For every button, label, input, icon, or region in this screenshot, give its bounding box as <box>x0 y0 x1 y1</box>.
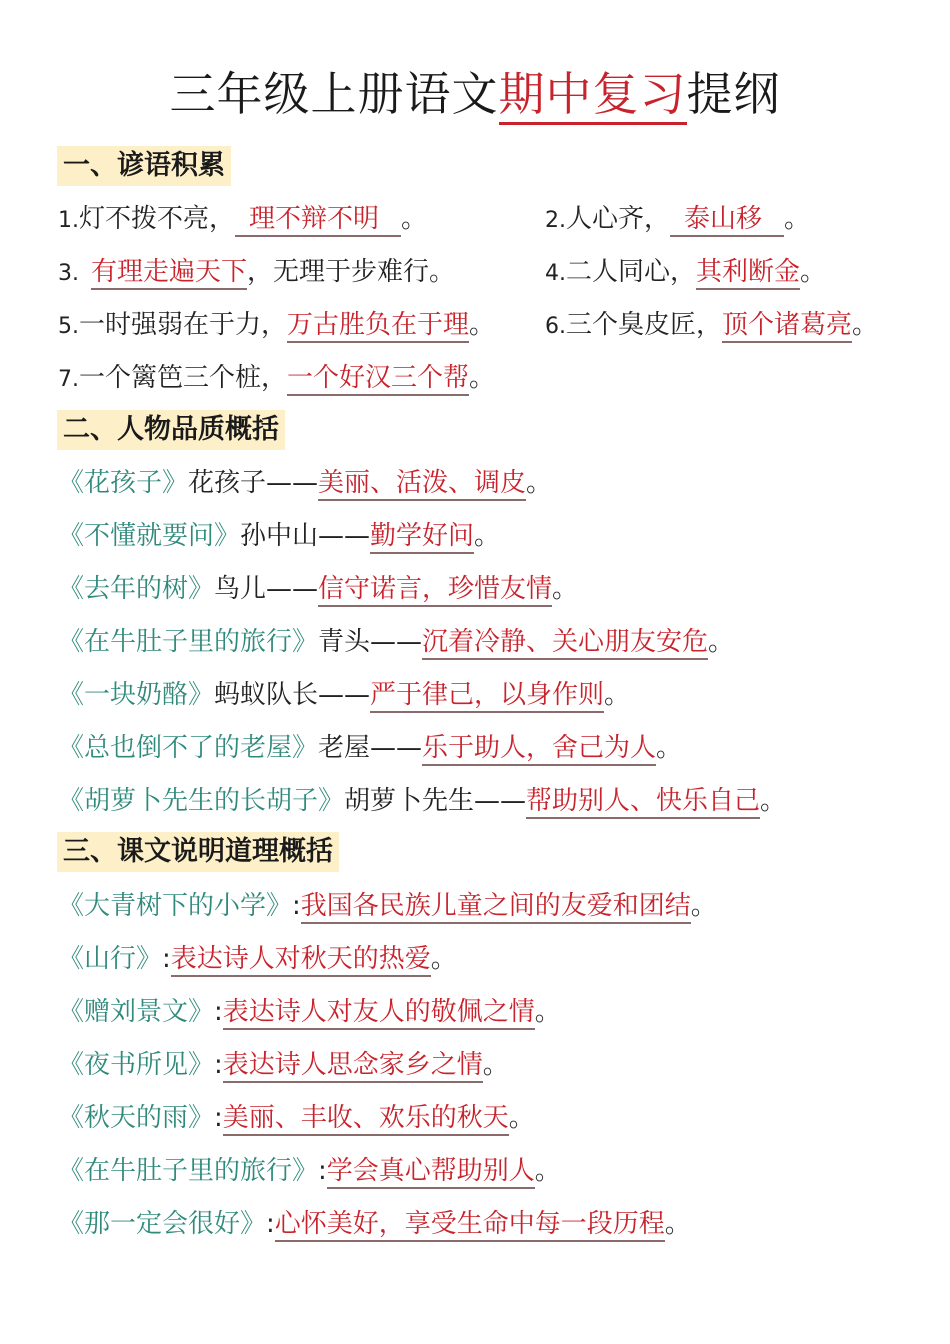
answer-blank: 乐于助人，舍己为人 <box>422 733 656 766</box>
answer-blank: 表达诗人对秋天的热爱 <box>171 944 431 977</box>
book-title: 《胡萝卜先生的长胡子》 <box>58 786 345 816</box>
answer-blank: 美丽、丰收、欢乐的秋天 <box>223 1103 509 1136</box>
section-heading-characters: 二、人物品质概括 <box>57 410 285 450</box>
section-heading-proverbs: 一、谚语积累 <box>57 146 231 186</box>
answer-blank: 顶个诸葛亮 <box>722 310 852 343</box>
answer-blank: 有理走遍天下 <box>91 257 247 290</box>
proverb-item: 2.人心齐， 泰山移 。 <box>545 199 810 241</box>
character-item: 《胡萝卜先生的长胡子》胡萝卜先生——帮助别人、快乐自己。 <box>58 781 786 821</box>
book-title: 《不懂就要问》 <box>58 521 241 551</box>
answer-blank: 理不辩不明 <box>235 204 401 237</box>
answer-blank: 勤学好问 <box>370 521 474 554</box>
book-title: 《花孩子》 <box>58 468 189 498</box>
answer-blank: 表达诗人思念家乡之情 <box>223 1050 483 1083</box>
answer-blank: 一个好汉三个帮 <box>287 363 469 396</box>
book-title: 《总也倒不了的老屋》 <box>58 733 319 763</box>
answer-blank: 其利断金 <box>696 257 800 290</box>
answer-blank: 美丽、活泼、调皮 <box>318 468 526 501</box>
answer-blank: 表达诗人对友人的敬佩之情 <box>223 997 535 1030</box>
book-title: 《那一定会很好》 <box>58 1209 267 1239</box>
proverb-item: 6.三个臭皮匠，顶个诸葛亮。 <box>545 305 878 347</box>
lesson-item: 《秋天的雨》:美丽、丰收、欢乐的秋天。 <box>58 1098 535 1138</box>
proverb-item: 5.一时强弱在于力，万古胜负在于理。 <box>58 305 495 347</box>
character-item: 《总也倒不了的老屋》老屋——乐于助人，舍己为人。 <box>58 728 682 768</box>
page-title <box>0 62 950 126</box>
character-item: 《在牛肚子里的旅行》青头——沉着冷静、关心朋友安危。 <box>58 622 734 662</box>
answer-blank: 沉着冷静、关心朋友安危 <box>422 627 708 660</box>
lesson-item: 《在牛肚子里的旅行》:学会真心帮助别人。 <box>58 1151 561 1191</box>
book-title: 《在牛肚子里的旅行》 <box>58 1156 319 1186</box>
answer-blank: 心怀美好，享受生命中每一段历程 <box>275 1209 665 1242</box>
lesson-item: 《大青树下的小学》:我国各民族儿童之间的友爱和团结。 <box>58 886 717 926</box>
answer-blank: 万古胜负在于理 <box>287 310 469 343</box>
proverb-item: 3. 有理走遍天下，无理于步难行。 <box>58 252 455 294</box>
book-title: 《赠刘景文》 <box>58 997 215 1027</box>
lesson-item: 《赠刘景文》:表达诗人对友人的敬佩之情。 <box>58 992 561 1032</box>
title-highlight: 期中复习 <box>499 67 687 125</box>
character-item: 《不懂就要问》孙中山——勤学好问。 <box>58 516 500 556</box>
character-item: 《花孩子》花孩子——美丽、活泼、调皮。 <box>58 463 552 503</box>
answer-blank: 泰山移 <box>670 204 784 237</box>
answer-blank: 严于律己，以身作则 <box>370 680 604 713</box>
lesson-item: 《山行》:表达诗人对秋天的热爱。 <box>58 939 457 979</box>
answer-blank: 我国各民族儿童之间的友爱和团结 <box>301 891 691 924</box>
character-item: 《去年的树》鸟儿——信守诺言，珍惜友情。 <box>58 569 578 609</box>
section-heading-lessons: 三、课文说明道理概括 <box>57 832 339 872</box>
proverb-item: 4.二人同心，其利断金。 <box>545 252 826 294</box>
lesson-item: 《那一定会很好》:心怀美好，享受生命中每一段历程。 <box>58 1204 691 1244</box>
character-item: 《一块奶酪》蚂蚁队长——严于律己，以身作则。 <box>58 675 630 715</box>
book-title: 《一块奶酪》 <box>58 680 215 710</box>
book-title: 《夜书所见》 <box>58 1050 215 1080</box>
answer-blank: 学会真心帮助别人 <box>327 1156 535 1189</box>
book-title: 《去年的树》 <box>58 574 215 604</box>
proverb-item: 7.一个篱笆三个桩，一个好汉三个帮。 <box>58 358 495 400</box>
book-title: 《秋天的雨》 <box>58 1103 215 1133</box>
answer-blank: 帮助别人、快乐自己 <box>526 786 760 819</box>
title-prefix: 三年级上册语文 <box>169 67 499 121</box>
lesson-item: 《夜书所见》:表达诗人思念家乡之情。 <box>58 1045 509 1085</box>
book-title: 《大青树下的小学》 <box>58 891 293 921</box>
book-title: 《山行》 <box>58 944 163 974</box>
answer-blank: 信守诺言，珍惜友情 <box>318 574 552 607</box>
proverb-item: 1.灯不拨不亮， 理不辩不明 。 <box>58 199 427 241</box>
title-suffix: 提纲 <box>686 67 781 121</box>
book-title: 《在牛肚子里的旅行》 <box>58 627 319 657</box>
